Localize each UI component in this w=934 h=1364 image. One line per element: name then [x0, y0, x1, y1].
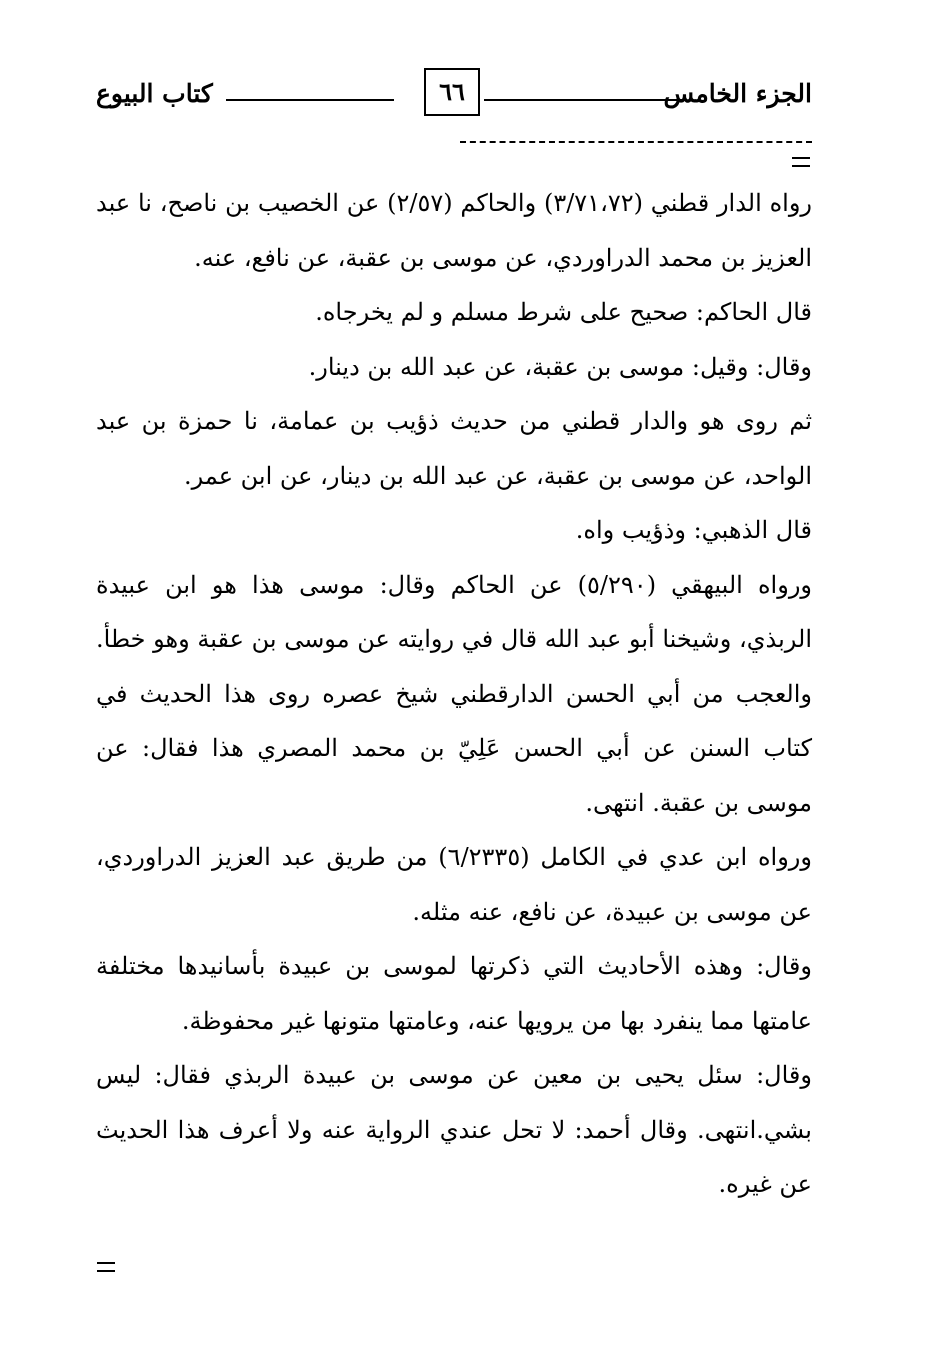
double-line-mark-bottom — [97, 1262, 115, 1272]
paragraph-5: قال الذهبي: وذؤيب واه. — [575, 516, 812, 544]
paragraph-9: وقال: سئل يحيى بن معين عن موسى بن عبيدة الربذي فقال: ليس بشي.انتهى. وقال أحمد: لا تحل عندي الرواية عنه ولا أعرف هذا الحديث عن غيره. — [96, 1061, 812, 1198]
page-header — [96, 68, 812, 122]
page-number: ٦٦ — [439, 77, 465, 106]
volume-title: الجزء الخامس — [663, 79, 812, 108]
page-number-box — [424, 68, 480, 116]
header-rule-right — [484, 99, 682, 101]
double-line-mark-top — [792, 157, 810, 167]
paragraph-8: وقال: وهذه الأحاديث التي ذكرتها لموسى بن عبيدة بأسانيدها مختلفة عامتها مما ينفرد بها من يرويها عنه، وعامتها متونها غير محفوظة. — [96, 952, 812, 1035]
dashed-separator — [460, 141, 812, 143]
paragraph-6: ورواه البيهقي (٥/٢٩٠) عن الحاكم وقال: موسى هذا هو ابن عبيدة الربذي، وشيخنا أبو عبد الله قال في روايته عن موسى بن عقبة وهو خطأ. والعجب من أبي الحسن الدارقطني شيخ عصره روى هذا الحديث في كتاب السنن عن أبي الحسن عَلِيّ بن محمد المصري هذا فقال: عن موسى بن عقبة. انتهى. — [96, 570, 812, 817]
book-title: كتاب البيوع — [96, 79, 213, 108]
paragraph-7: ورواه ابن عدي في الكامل (٦/٢٣٣٥) من طريق عبد العزيز الدراوردي، عن موسى بن عبيدة، عن نافع، عنه مثله. — [96, 843, 812, 926]
body-text — [96, 176, 812, 1212]
paragraph-4: ثم روى هو والدار قطني من حديث ذؤيب بن عمامة، نا حمزة بن عبد الواحد، عن موسى بن عقبة، عن عبد الله بن دينار، عن ابن عمر. — [96, 407, 812, 490]
header-rule-left — [226, 99, 394, 101]
paragraph-3: وقال: وقيل: موسى بن عقبة، عن عبد الله بن دينار. — [308, 352, 812, 381]
paragraph-1: رواه الدار قطني (٣/٧١،٧٢) والحاكم (٢/٥٧) عن الخصيب بن ناصح، نا عبد العزيز بن محمد الدراوردي، عن موسى بن عقبة، عن نافع، عنه. — [96, 189, 812, 272]
paragraph-2: قال الحاكم: صحيح على شرط مسلم و لم يخرجاه. — [315, 298, 812, 326]
